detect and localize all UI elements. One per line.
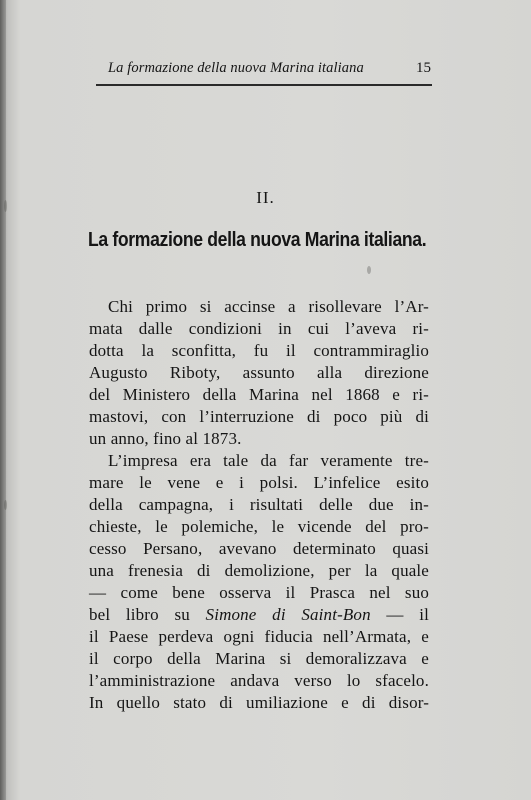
- text-line-16: il Paese perdeva ogni fiducia nell’Armata, e: [89, 627, 429, 646]
- paper-speck: [4, 500, 7, 510]
- paper-speck: [367, 266, 371, 274]
- text-line-6: mastovi, con l’interruzione di poco più di: [89, 407, 429, 426]
- chapter-title: La formazione della nuova Marina italiana.: [88, 229, 427, 251]
- page-number: 15: [416, 60, 431, 76]
- text-line-11: chieste, le polemiche, le vicende del pro-: [89, 517, 429, 536]
- text-line-18: l’amministrazione andava verso lo sfacelo.: [89, 671, 429, 690]
- text-line-5: del Ministero della Marina nel 1868 e ri-: [89, 385, 429, 404]
- header-rule: [96, 84, 432, 86]
- text-line-2: mata dalle condizioni in cui l’aveva ri-: [89, 319, 429, 338]
- text-line-13: una frenesia di demolizione, per la quale: [89, 561, 429, 580]
- text-line-15: [89, 604, 429, 626]
- text-line-3: dotta la sconfitta, fu il contrammiraglio: [89, 341, 429, 360]
- text-line-14: — come bene osserva il Prasca nel suo: [89, 583, 429, 602]
- book-title-italic: Simone di Saint-Bon: [205, 605, 371, 624]
- paper-speck: [4, 200, 7, 212]
- text-line-10: della campagna, i risultati delle due in-: [89, 495, 429, 514]
- chapter-number: II.: [256, 188, 275, 207]
- text-line-1: Chi primo si accinse a risollevare l’Ar-: [108, 297, 429, 316]
- text-line-19: In quello stato di umiliazione e di disor-: [89, 693, 429, 712]
- text-line-17: il corpo della Marina si demoralizzava e: [89, 649, 429, 668]
- running-title: La formazione della nuova Marina italiana: [108, 60, 364, 76]
- text-line-9: mare le vene e i polsi. L’infelice esito: [89, 473, 429, 492]
- page-spine-edge: [0, 0, 6, 800]
- running-header: [96, 58, 431, 82]
- text-line-7: un anno, fino al 1873.: [89, 429, 242, 448]
- text-line-15-end: — il: [370, 605, 429, 624]
- text-line-4: Augusto Riboty, assunto alla direzione: [89, 363, 429, 382]
- text-line-12: cesso Persano, avevano determinato quasi: [89, 539, 429, 558]
- text-line-8: L’impresa era tale da far veramente tre-: [108, 451, 429, 470]
- text-line-15-start: bel libro su: [89, 605, 206, 624]
